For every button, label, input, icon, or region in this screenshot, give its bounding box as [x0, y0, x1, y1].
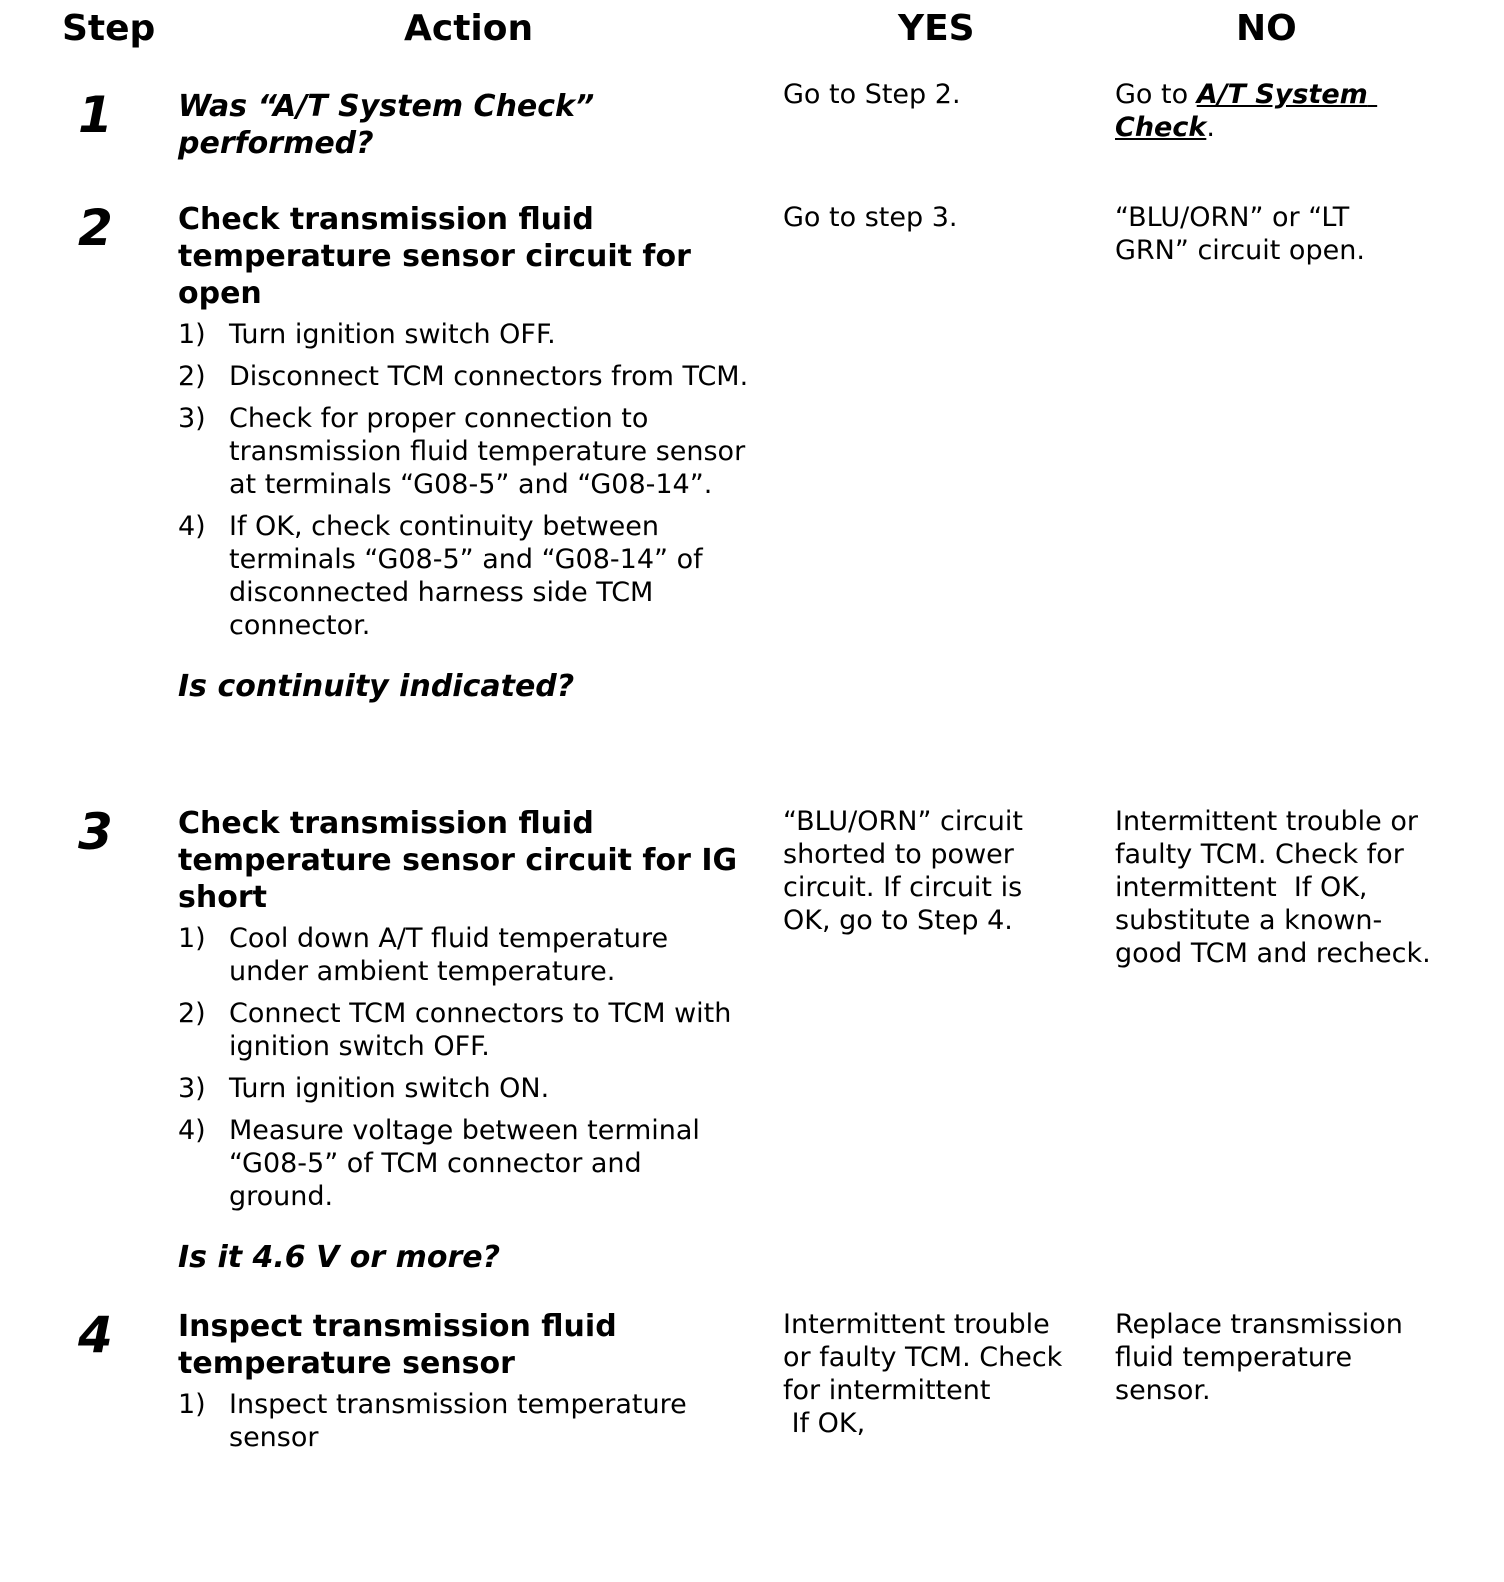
step-question: Is continuity indicated?	[178, 669, 575, 704]
list-item	[178, 402, 753, 501]
item-text: Measure voltage between terminal “G08-5” of TCM connector and ground.	[229, 1115, 700, 1212]
item-number: 3)	[178, 403, 206, 434]
header-yes: YES	[898, 8, 975, 49]
step-number: 2	[78, 199, 113, 257]
step-action	[178, 1308, 753, 1463]
step-no: Intermittent trouble or faulty TCM. Check for intermittent If OK, substitute a known-good TCM and recheck.	[1115, 806, 1431, 969]
step-title: Inspect transmission fluid temperature sensor	[178, 1309, 617, 1381]
header-step: Step	[62, 8, 156, 49]
item-number: 1)	[178, 319, 206, 350]
step-no	[1115, 78, 1378, 144]
step-action	[178, 201, 753, 705]
item-text: Turn ignition switch ON.	[229, 1073, 550, 1104]
item-text: Inspect transmission temperature sensor	[229, 1389, 687, 1453]
no-suffix: .	[1206, 112, 1215, 143]
step-instructions	[178, 1388, 753, 1454]
list-item	[178, 1388, 753, 1454]
step-yes: “BLU/ORN” circuit shorted to power circuit. If circuit is OK, go to Step 4.	[783, 806, 1032, 936]
step-title: Was “A/T System Check” performed?	[178, 89, 595, 161]
item-number: 1)	[178, 923, 206, 954]
item-text: Cool down A/T fluid temperature under ambient temperature.	[229, 923, 669, 987]
list-item	[178, 997, 753, 1063]
item-number: 2)	[178, 361, 206, 392]
item-number: 4)	[178, 511, 206, 542]
item-text: Check for proper connection to transmission fluid temperature sensor at terminals “G08-5” and “G08-14”.	[229, 403, 746, 500]
at-system-check-link[interactable]: A/T System Check	[1115, 79, 1378, 143]
list-item	[178, 922, 753, 988]
step-no: Replace transmission fluid temperature sensor.	[1115, 1309, 1412, 1406]
step-title: Check transmission fluid temperature sensor circuit for open	[178, 202, 691, 311]
item-text: Connect TCM connectors to TCM with ignition switch OFF.	[229, 998, 732, 1062]
header-no: NO	[1236, 8, 1297, 49]
step-question: Is it 4.6 V or more?	[178, 1240, 501, 1275]
list-item	[178, 360, 753, 393]
item-text: If OK, check continuity between terminals “G08-5” and “G08-14” of disconnected harness side TCM connector.	[229, 511, 703, 641]
list-item	[178, 1072, 753, 1105]
header-action: Action	[404, 8, 534, 49]
item-number: 4)	[178, 1115, 206, 1146]
step-action	[178, 88, 753, 162]
step-title: Check transmission fluid temperature sensor circuit for IG short	[178, 806, 738, 915]
step-no: “BLU/ORN” or “LT GRN” circuit open.	[1115, 202, 1365, 266]
item-number: 3)	[178, 1073, 206, 1104]
step-instructions	[178, 318, 753, 642]
step-yes: Go to Step 2.	[783, 79, 961, 110]
step-action	[178, 805, 753, 1276]
item-text: Turn ignition switch OFF.	[229, 319, 556, 350]
step-yes: Intermittent trouble or faulty TCM. Check for intermittent If OK,	[783, 1309, 1063, 1439]
item-text: Disconnect TCM connectors from TCM.	[229, 361, 749, 392]
list-item	[178, 1114, 753, 1213]
step-yes: Go to step 3.	[783, 202, 958, 233]
list-item	[178, 510, 753, 642]
step-number: 3	[78, 803, 113, 861]
item-number: 2)	[178, 998, 206, 1029]
no-prefix: Go to	[1115, 79, 1197, 110]
step-instructions	[178, 922, 753, 1213]
step-number: 4	[78, 1306, 113, 1364]
item-number: 1)	[178, 1389, 206, 1420]
list-item	[178, 318, 753, 351]
step-number: 1	[78, 86, 113, 144]
